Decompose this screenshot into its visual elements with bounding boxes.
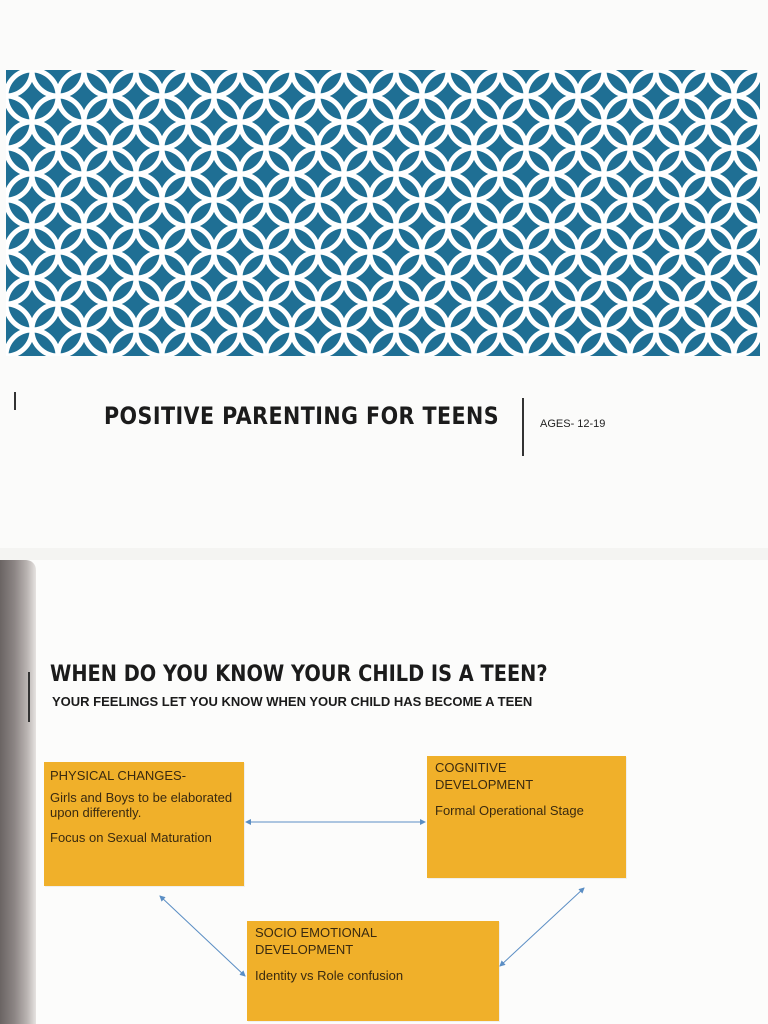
box-heading: SOCIO EMOTIONAL DEVELOPMENT: [255, 925, 377, 957]
section-subtitle: YOUR FEELINGS LET YOU KNOW WHEN YOUR CHILD HAS BECOME A TEEN: [52, 694, 533, 709]
box-text: Formal Operational Stage: [435, 803, 584, 818]
section-title: WHEN DO YOU KNOW YOUR CHILD IS A TEEN?: [50, 662, 548, 687]
box-heading: COGNITIVE DEVELOPMENT: [435, 760, 534, 792]
cognitive-development-box: [427, 756, 626, 878]
box-text: Identity vs Role confusion: [255, 968, 404, 983]
page-title: POSITIVE PARENTING FOR TEENS: [104, 402, 500, 430]
box-heading: PHYSICAL CHANGES-: [50, 768, 187, 783]
physical-changes-box: [44, 762, 244, 886]
box-text: Focus on Sexual Maturation: [50, 830, 212, 845]
arrow-physical-socio: [160, 896, 245, 976]
box-text: Girls and Boys to be elaborated upon differently.: [50, 790, 233, 820]
socio-emotional-development-box: [247, 921, 499, 1021]
arrow-socio-cognitive: [500, 888, 584, 966]
age-range-label: AGES- 12-19: [540, 418, 606, 430]
